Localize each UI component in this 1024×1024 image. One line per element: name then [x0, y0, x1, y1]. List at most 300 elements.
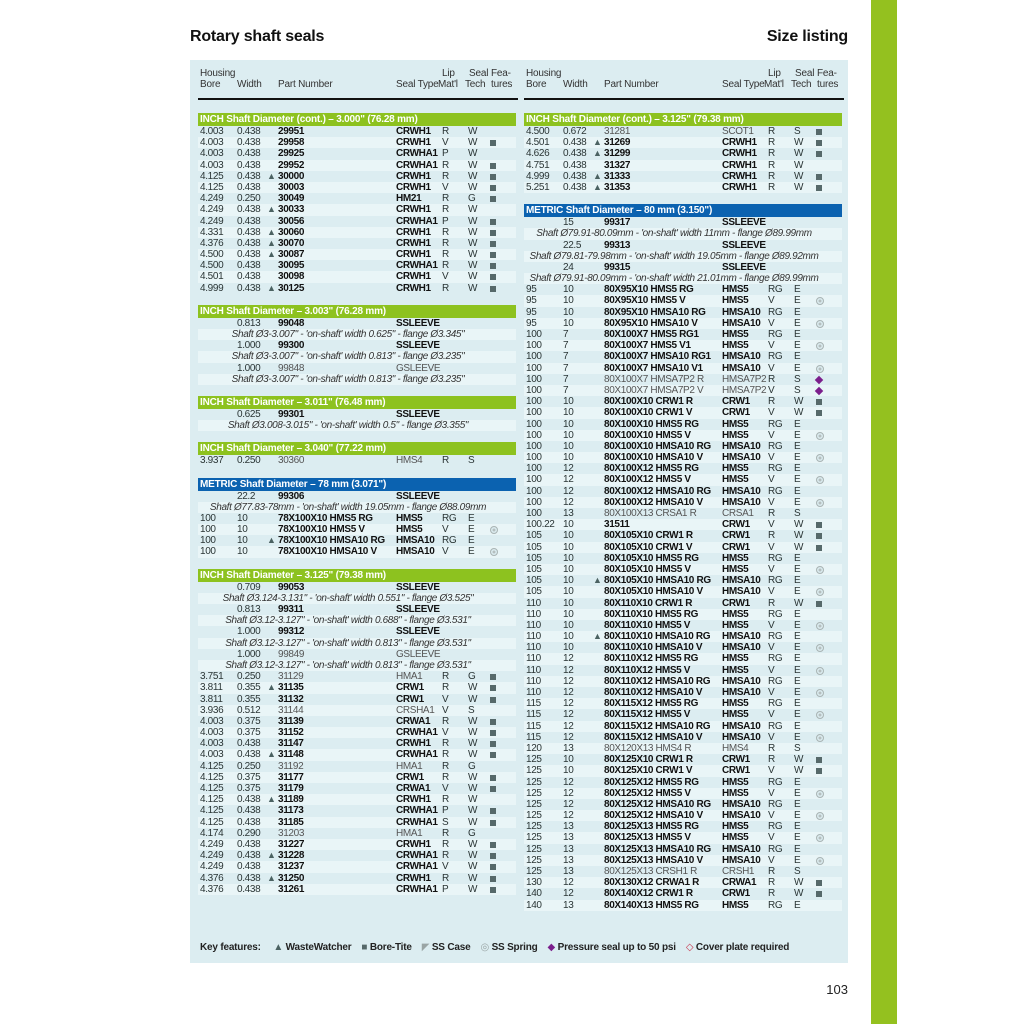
part-number: 31177: [278, 771, 304, 783]
ss-spring-circle-icon: [816, 834, 824, 842]
part-number: 80X100X12 HMSA10 V: [604, 496, 703, 508]
part-number: 31144: [278, 704, 304, 716]
bore-tite-square-icon: [490, 853, 496, 859]
table-row: [198, 340, 516, 351]
seal-tech: W: [468, 693, 478, 705]
width: 10: [563, 407, 574, 419]
part-number: 80X125X13 CRSH1 R: [604, 866, 697, 877]
housing-bore: 115: [526, 731, 541, 743]
seal-tech: E: [794, 821, 801, 833]
seal-tech: E: [468, 546, 475, 558]
sleeve-dimension-note: Shaft Ø79.91-80.09mm - 'on-shaft' width 11mm - flange Ø89.99mm: [536, 228, 812, 240]
bore-tite-square-icon: [490, 241, 496, 247]
seal-tech: E: [794, 631, 801, 643]
bore-tite-square-icon: [490, 230, 496, 236]
width: 0.438: [237, 838, 261, 850]
seal-type: SSLEEVE: [396, 490, 440, 502]
width: 0.250: [237, 760, 261, 772]
seal-tech: W: [468, 749, 478, 761]
lip-material: V: [442, 861, 449, 873]
part-number: 31228: [278, 850, 305, 862]
housing-bore: 100: [526, 418, 542, 430]
part-number: 80X105X10 HMSA10 RG: [604, 575, 711, 587]
housing-bore: 95: [526, 284, 537, 296]
seal-type: CRWA1: [396, 783, 431, 794]
table-row: [524, 844, 842, 855]
table-row: [198, 649, 516, 660]
housing-bore: 100: [526, 474, 542, 486]
housing-bore: 130: [526, 877, 542, 889]
bore-tite-square-icon: [816, 185, 822, 191]
table-row: [524, 631, 842, 642]
table-row: [524, 564, 842, 575]
shaft-size-section: [198, 113, 516, 294]
key-item-label: Cover plate required: [695, 942, 790, 953]
header-lip1: Lip: [768, 68, 781, 79]
housing-bore: 105: [526, 575, 542, 587]
header-tech2: Tech: [465, 79, 486, 90]
table-row: [524, 609, 842, 620]
key-item-ss-case: [422, 942, 471, 953]
housing-bore: 105: [526, 530, 542, 542]
lip-material: V: [768, 731, 775, 743]
circle-icon: ◎: [480, 942, 492, 953]
seal-type: HMS5: [722, 832, 749, 844]
seal-tech: W: [468, 170, 478, 182]
wastewatcher-triangle-icon: ▲: [267, 249, 276, 260]
ss-spring-circle-icon: [490, 548, 498, 556]
table-row: [524, 351, 842, 362]
width: 0.813: [237, 317, 261, 329]
header-width: Width: [237, 79, 262, 90]
width: 10: [563, 440, 574, 452]
lip-material: R: [442, 249, 449, 261]
width: 0.438: [563, 148, 587, 160]
ss-spring-circle-icon: [816, 689, 824, 697]
triangle-icon: ▲: [273, 942, 286, 953]
width: 10: [563, 552, 574, 564]
bore-tite-square-icon: [816, 399, 822, 405]
table-row: [198, 783, 516, 794]
lip-material: R: [442, 193, 449, 205]
table-row: [524, 799, 842, 810]
lip-material: V: [768, 496, 775, 508]
seal-type: HMS5: [722, 340, 749, 352]
part-number: 99300: [278, 340, 305, 352]
seal-type: HMS5: [722, 787, 749, 799]
seal-tech: E: [794, 351, 801, 363]
seal-tech: E: [794, 608, 801, 620]
lip-material: V: [768, 664, 775, 676]
seal-tech: E: [794, 810, 801, 822]
width: 22.2: [237, 490, 256, 502]
part-number: 80X110X10 HMS5 V: [604, 619, 691, 631]
part-number: 78X100X10 HMS5 RG: [278, 512, 373, 524]
width: 0.438: [237, 749, 261, 761]
seal-type: HMSA10: [722, 351, 761, 363]
seal-tech: E: [794, 552, 801, 564]
seal-tech: W: [794, 765, 804, 777]
seal-tech: W: [468, 861, 478, 873]
seal-tech: W: [794, 159, 804, 171]
seal-type: CRWA1: [722, 877, 757, 889]
width: 13: [563, 821, 574, 833]
housing-bore: 100: [526, 396, 542, 408]
seal-tech: E: [794, 362, 801, 374]
header-part: Part Number: [278, 79, 333, 90]
seal-type: CRWHA1: [396, 816, 438, 828]
seal-type: GSLEEVE: [396, 362, 441, 374]
seal-type: CRWH1: [722, 170, 757, 182]
housing-bore: 3.811: [200, 693, 223, 705]
seal-tech: E: [468, 535, 475, 547]
seal-type: HMSA10: [722, 810, 761, 822]
housing-bore: 4.751: [526, 159, 550, 171]
key-item-label: Bore-Tite: [369, 942, 412, 953]
table-row: [198, 705, 516, 716]
width: 0.438: [237, 215, 261, 227]
housing-bore: 100.22: [526, 519, 555, 531]
seal-type: CRWH1: [396, 226, 431, 238]
housing-bore: 100: [526, 340, 542, 352]
lip-material: V: [768, 687, 775, 698]
width: 10: [563, 306, 574, 318]
width: 7: [563, 351, 569, 363]
lip-material: S: [442, 816, 449, 828]
shaft-size-section: [198, 305, 516, 385]
part-number: 80X95X10 HMS5 V: [604, 295, 686, 307]
seal-tech: E: [794, 485, 801, 497]
key-item-ss-spring: [480, 942, 537, 953]
key-item-cover-plate-required: [686, 942, 789, 953]
housing-bore: 100: [526, 452, 542, 464]
housing-bore: 4.249: [200, 850, 224, 862]
part-number: 80X125X12 HMS5 V: [604, 787, 691, 799]
part-number: 29951: [278, 126, 305, 137]
table-row: [198, 318, 516, 329]
seal-type: CRWH1: [396, 181, 431, 193]
lip-material: RG: [768, 631, 783, 643]
part-number: 30033: [278, 204, 305, 216]
housing-bore: 100: [526, 329, 542, 340]
table-row: [198, 873, 516, 884]
table-row: [198, 363, 516, 374]
bore-tite-square-icon: [816, 768, 822, 774]
seal-type: CRWH1: [722, 181, 757, 193]
section-header: INCH Shaft Diameter – 3.011" (76.48 mm): [198, 396, 516, 409]
seal-tech: E: [794, 306, 801, 318]
header-width: Width: [563, 79, 588, 90]
seal-tech: S: [794, 742, 801, 754]
seal-tech: E: [794, 496, 801, 508]
part-number: 30056: [278, 215, 305, 227]
seal-type: SSLEEVE: [722, 217, 766, 229]
housing-bore: 100: [526, 362, 542, 374]
seal-type: CRW1: [722, 754, 750, 766]
seal-type: HMS5: [722, 608, 749, 620]
housing-bore: 115: [526, 698, 541, 710]
lip-material: R: [768, 148, 775, 160]
lip-material: R: [768, 530, 775, 542]
wastewatcher-triangle-icon: ▲: [593, 575, 602, 586]
part-number: 31135: [278, 682, 304, 694]
seal-tech: W: [468, 805, 478, 817]
housing-bore: 3.751: [200, 671, 224, 683]
seal-type: CRWHA1: [396, 883, 438, 895]
part-number: 80X110X10 HMSA10 V: [604, 642, 703, 654]
header-seal-type: Seal Type: [722, 79, 765, 90]
seal-type: CRWH1: [396, 282, 431, 294]
table-row: [198, 582, 516, 593]
housing-bore: 4.125: [200, 805, 224, 817]
part-number: 99317: [604, 217, 631, 229]
lip-material: R: [442, 738, 449, 750]
part-number: 80X110X12 HMSA10 V: [604, 687, 703, 698]
table-row: [524, 137, 842, 148]
diamond-icon: ◆: [547, 942, 558, 953]
table-row: [198, 694, 516, 705]
part-number: 80X100X7 HMSA10 RG1: [604, 351, 711, 363]
section-header: METRIC Shaft Diameter – 80 mm (3.150"): [524, 204, 842, 217]
seal-type: CRWH1: [396, 170, 431, 182]
table-row: [524, 732, 842, 743]
housing-bore: 4.003: [200, 738, 224, 750]
column-header-right: [524, 68, 844, 100]
part-number: 31299: [604, 148, 631, 160]
header-lip2: Mat'l: [764, 79, 784, 90]
housing-bore: 4.500: [200, 249, 224, 261]
part-number: 30098: [278, 271, 305, 283]
seal-type: HMS5: [722, 552, 749, 564]
flag-icon: ◤: [421, 942, 432, 953]
part-number: 80X100X10 CRW1 R: [604, 396, 693, 408]
table-row: [524, 698, 842, 709]
table-row: [524, 575, 842, 586]
ss-spring-circle-icon: [816, 857, 824, 865]
seal-type: HMSA10: [722, 586, 761, 598]
shaft-size-section: [198, 569, 516, 895]
bore-tite-square-icon: [490, 864, 496, 870]
seal-type: CRWH1: [396, 872, 431, 884]
bore-tite-square-icon: [490, 719, 496, 725]
width: 12: [563, 731, 574, 743]
ss-spring-circle-icon: [816, 454, 824, 462]
seal-tech: W: [468, 237, 478, 249]
width: 12: [563, 720, 574, 732]
width: 0.672: [563, 126, 587, 137]
lip-material: R: [768, 373, 775, 385]
table-row: [524, 821, 842, 832]
housing-bore: 4.125: [200, 794, 224, 806]
table-row: [524, 709, 842, 720]
table-row: [524, 374, 842, 385]
table-row: [198, 839, 516, 850]
key-item-pressure-seal-up-to-50-psi: [548, 942, 676, 953]
lip-material: RG: [768, 843, 783, 855]
seal-type: HMSA10: [722, 452, 761, 464]
housing-bore: 4.125: [200, 181, 224, 193]
seal-tech: W: [468, 783, 478, 794]
table-row: [198, 817, 516, 828]
lip-material: R: [768, 181, 775, 193]
table-row: [524, 340, 842, 351]
housing-bore: 3.936: [200, 704, 224, 716]
table-row: [198, 148, 516, 159]
section-rows: [198, 491, 516, 558]
ss-spring-circle-icon: [816, 566, 824, 574]
header-feat2: tures: [817, 79, 839, 90]
lip-material: RG: [768, 463, 783, 475]
section-header: INCH Shaft Diameter – 3.125" (79.38 mm): [198, 569, 516, 582]
lip-material: V: [768, 295, 775, 307]
bore-tite-square-icon: [816, 601, 822, 607]
lip-material: R: [442, 850, 449, 862]
sleeve-dimension-note: Shaft Ø3-3.007" - 'on-shaft' width 0.625" - flange Ø3.345": [231, 329, 465, 340]
part-number: 80X100X10 HMSA10 V: [604, 452, 703, 464]
table-row: [524, 676, 842, 687]
seal-tech: E: [794, 653, 801, 665]
bore-tite-square-icon: [490, 252, 496, 258]
table-row: [524, 586, 842, 597]
seal-type: CRW1: [722, 541, 750, 553]
lip-material: R: [768, 508, 775, 519]
width: 10: [563, 452, 574, 464]
lip-material: R: [442, 715, 449, 727]
bore-tite-square-icon: [490, 140, 496, 146]
lip-material: R: [442, 126, 449, 137]
section-title: Size listing: [766, 28, 848, 45]
part-number: 80X115X12 HMS5 RG: [604, 698, 699, 710]
bore-tite-square-icon: [490, 741, 496, 747]
seal-type: CRWHA1: [396, 148, 438, 160]
shaft-size-section: [198, 478, 516, 558]
seal-type: HMSA7P2: [722, 373, 767, 385]
bore-tite-square-icon: [816, 891, 822, 897]
part-number: 30095: [278, 260, 305, 272]
width: 10: [563, 586, 574, 598]
header-bore: Bore: [200, 79, 221, 90]
lip-material: R: [442, 282, 449, 294]
seal-type: HMS4: [396, 455, 423, 467]
lip-material: R: [768, 866, 775, 877]
table-row: [524, 430, 842, 441]
key-item-label: SS Case: [431, 942, 471, 953]
seal-tech: W: [468, 260, 478, 272]
lip-material: P: [442, 215, 449, 227]
seal-type: HMS5: [396, 512, 423, 524]
seal-type: CRSHA1: [396, 704, 435, 716]
housing-bore: 4.999: [526, 170, 550, 182]
housing-bore: 105: [526, 541, 542, 553]
seal-type: CRWHA1: [396, 727, 438, 739]
seal-tech: S: [794, 384, 801, 396]
sleeve-note-row: [524, 251, 842, 262]
seal-tech: E: [794, 463, 801, 475]
housing-bore: 105: [526, 563, 542, 575]
bore-tite-square-icon: [490, 685, 496, 691]
part-number: 99313: [604, 239, 631, 251]
part-number: 80X125X12 HMSA10 RG: [604, 798, 711, 810]
housing-bore: 95: [526, 306, 537, 318]
part-number: 80X120X13 HMS4 R: [604, 742, 692, 754]
part-number: 80X100X10 HMS5 RG: [604, 418, 699, 430]
header-tech1: Seal: [469, 68, 489, 79]
part-number: 80X115X12 HMS5 V: [604, 709, 691, 721]
table-row: [198, 671, 516, 682]
table-row: [524, 743, 842, 754]
lip-material: R: [442, 682, 449, 694]
square-icon: ■: [361, 942, 370, 953]
part-number: 80X100X13 CRSA1 R: [604, 508, 697, 519]
seal-type: HMSA10: [722, 317, 761, 329]
part-number: 31179: [278, 783, 304, 794]
housing-bore: 110: [526, 653, 541, 665]
table-row: [198, 749, 516, 760]
table-row: [198, 535, 516, 546]
width: 13: [563, 866, 574, 877]
part-number: 31227: [278, 838, 305, 850]
sleeve-note-row: [198, 593, 516, 604]
part-number: 78X100X10 HMSA10 V: [278, 546, 377, 558]
seal-type: CRW1: [722, 765, 750, 777]
table-row: [198, 409, 516, 420]
seal-tech: W: [468, 282, 478, 294]
part-number: 30049: [278, 193, 305, 205]
housing-bore: 125: [526, 798, 542, 810]
width: 0.438: [237, 204, 261, 216]
lip-material: V: [768, 854, 775, 866]
lip-material: P: [442, 148, 449, 160]
key-label: Key features:: [200, 942, 261, 953]
seal-type: HMSA10: [722, 687, 761, 698]
part-number: 80X100X7 HMSA7P2 R: [604, 373, 704, 385]
housing-bore: 4.003: [200, 137, 224, 149]
width: 12: [563, 463, 574, 475]
width: 0.375: [237, 783, 261, 794]
width: 15: [563, 217, 574, 229]
table-row: [524, 788, 842, 799]
seal-type: CRWH1: [396, 137, 431, 149]
table-row: [524, 419, 842, 430]
ss-spring-circle-icon: [816, 297, 824, 305]
width: 13: [563, 843, 574, 855]
table-row: [524, 452, 842, 463]
ss-spring-circle-icon: [816, 622, 824, 630]
part-number: 31511: [604, 519, 630, 531]
part-number: 80X125X13 HMS5 V: [604, 832, 691, 844]
housing-bore: 100: [526, 429, 542, 441]
seal-type: HM21: [396, 193, 422, 205]
width: 12: [563, 496, 574, 508]
header-feat1: Fea-: [817, 68, 837, 79]
seal-type: HMS5: [722, 418, 749, 430]
page-title: Rotary shaft seals: [190, 28, 325, 45]
lip-material: R: [442, 771, 449, 783]
width: 0.250: [237, 671, 261, 683]
seal-type: CRW1: [722, 396, 750, 408]
width: 10: [563, 575, 574, 587]
table-row: [198, 283, 516, 294]
part-number: 80X100X12 HMSA10 RG: [604, 485, 711, 497]
part-number: 99312: [278, 626, 305, 638]
table-row: [524, 262, 842, 273]
lip-material: V: [768, 563, 775, 575]
housing-bore: 100: [526, 407, 542, 419]
lip-material: V: [768, 619, 775, 631]
housing-bore: 115: [526, 709, 541, 721]
lip-material: RG: [768, 821, 783, 833]
width: 0.438: [563, 159, 587, 171]
